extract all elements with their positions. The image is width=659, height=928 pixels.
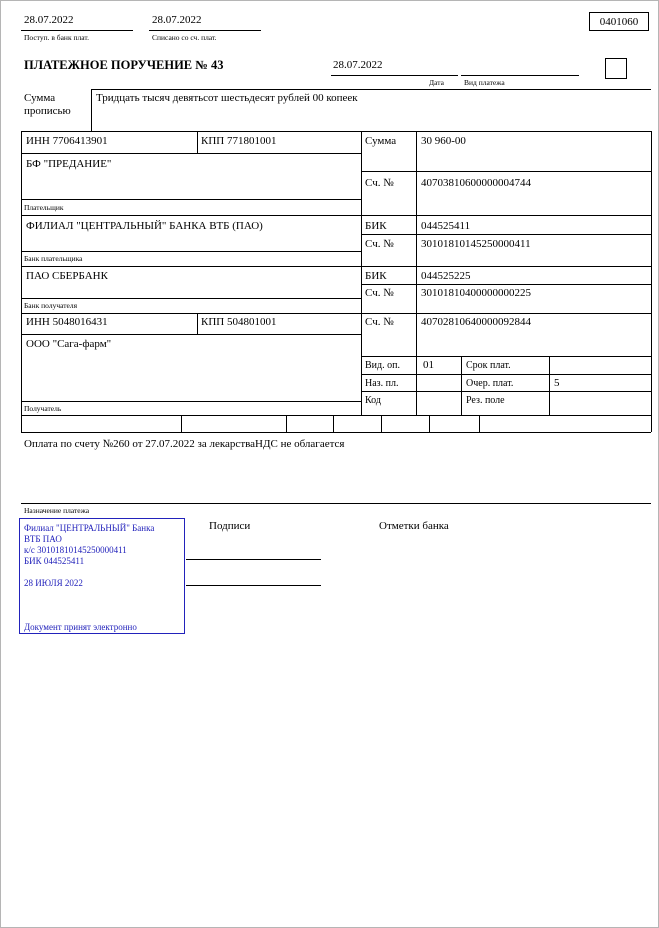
kod-label: Код [365,395,381,406]
payee-bank-account-label: Сч. № [365,287,394,299]
sum-label: Сумма [365,135,397,147]
table-border [651,131,652,432]
vid-op-label: Вид. оп. [365,360,400,371]
payer-bank-account-label: Сч. № [365,238,394,250]
signatures-label: Подписи [209,520,251,532]
form-number: 0401060 [599,15,639,28]
table-border [21,131,22,432]
payee-section-label: Получатель [24,404,62,413]
payee-inn: ИНН 5048016431 [26,316,108,328]
received-in-bank-label: Поступ. в банк плат. [24,33,89,42]
table-border [21,334,361,335]
form-number-box [589,12,649,31]
payee-bank-name: ПАО СБЕРБАНК [26,270,108,282]
stamp-bik: БИК 044525411 [24,556,85,566]
payer-bank-account: 30101810145250000411 [421,238,531,250]
payee-account: 40702810640000092844 [421,316,531,328]
payment-type-box [605,58,627,79]
table-border [91,89,651,90]
payee-bank-account: 30101810400000000225 [421,287,531,299]
amount-words-label-2: прописью [24,105,71,117]
rez-pole-label: Рез. поле [466,395,505,406]
signature-line [186,585,321,586]
table-border [429,415,430,432]
table-border [21,199,361,200]
table-border [21,432,651,433]
payment-type-label: Вид платежа [464,78,505,87]
payer-account-label: Сч. № [365,177,394,189]
table-border [361,391,651,392]
amount-in-words: Тридцать тысяч девятьсот шестьдесят рублей 00 копеек [96,92,358,104]
table-border [361,171,651,172]
payment-purpose-label: Назначение платежа [24,506,90,515]
payer-bank-name: ФИЛИАЛ "ЦЕНТРАЛЬНЫЙ" БАНКА ВТБ (ПАО) [26,220,263,232]
payee-kpp: КПП 504801001 [201,316,277,328]
table-border [361,131,362,415]
table-border [21,401,361,402]
payer-account: 40703810600000004744 [421,177,531,189]
debited-from-account-date: 28.07.2022 [152,14,202,26]
underline [149,30,261,31]
stamp-bank-name-1: Филиал "ЦЕНТРАЛЬНЫЙ" Банка [24,523,155,533]
payee-name: ООО "Сага-фарм" [26,338,112,350]
table-border [197,131,198,153]
table-border [21,215,651,216]
table-border [197,313,198,334]
table-border [21,503,651,504]
document-date: 28.07.2022 [333,59,383,71]
payee-bank-bik: 044525225 [421,270,471,282]
payer-bank-section-label: Банк плательщика [24,254,83,263]
table-border [361,284,651,285]
payee-bank-bik-label: БИК [365,270,387,282]
payer-inn: ИНН 7706413901 [26,135,108,147]
payee-bank-section-label: Банк получателя [24,301,78,310]
table-border [361,234,651,235]
amount-words-label-1: Сумма [24,92,56,104]
payee-account-label: Сч. № [365,316,394,328]
underline [461,75,579,76]
payer-bank-bik-label: БИК [365,220,387,232]
ocher-plat-label: Очер. плат. [466,378,514,389]
stamp-corr-account: к/с 30101810145250000411 [24,545,127,555]
table-border [333,415,334,432]
table-border [21,251,361,252]
ocher-plat-value: 5 [554,377,560,389]
payment-purpose-text: Оплата по счету №260 от 27.07.2022 за лекарстваНДС не облагается [24,438,345,450]
debited-from-account-label: Списано со сч. плат. [152,33,217,42]
table-border [21,313,651,314]
table-border [21,298,361,299]
payer-name: БФ "ПРЕДАНИЕ" [26,158,112,170]
underline [331,75,458,76]
bank-marks-label: Отметки банка [379,520,449,532]
stamp-accepted-note: Документ принят электронно [24,622,137,632]
stamp-bank-name-2: ВТБ ПАО [24,534,62,544]
received-in-bank-date: 28.07.2022 [24,14,74,26]
table-border [21,415,651,416]
underline [21,30,133,31]
table-border [381,415,382,432]
signature-line [186,559,321,560]
payer-section-label: Плательщик [24,203,64,212]
table-border [286,415,287,432]
srok-plat-label: Срок плат. [466,360,511,371]
table-border [21,153,361,154]
date-label: Дата [429,78,444,87]
table-border [181,415,182,432]
naz-pl-label: Наз. пл. [365,378,399,389]
payer-kpp: КПП 771801001 [201,135,277,147]
document-title: ПЛАТЕЖНОЕ ПОРУЧЕНИЕ № 43 [24,58,224,72]
vid-op-value: 01 [423,359,434,371]
sum-value: 30 960-00 [421,135,466,147]
table-border [21,266,651,267]
table-border [549,356,550,415]
table-border [21,131,651,132]
bank-stamp [19,518,185,634]
payer-bank-bik: 044525411 [421,220,471,232]
table-border [361,356,651,357]
table-border [479,415,480,432]
table-border [361,374,651,375]
table-border [91,89,92,131]
stamp-date: 28 ИЮЛЯ 2022 [24,578,83,588]
table-border [461,356,462,415]
table-border [416,131,417,415]
